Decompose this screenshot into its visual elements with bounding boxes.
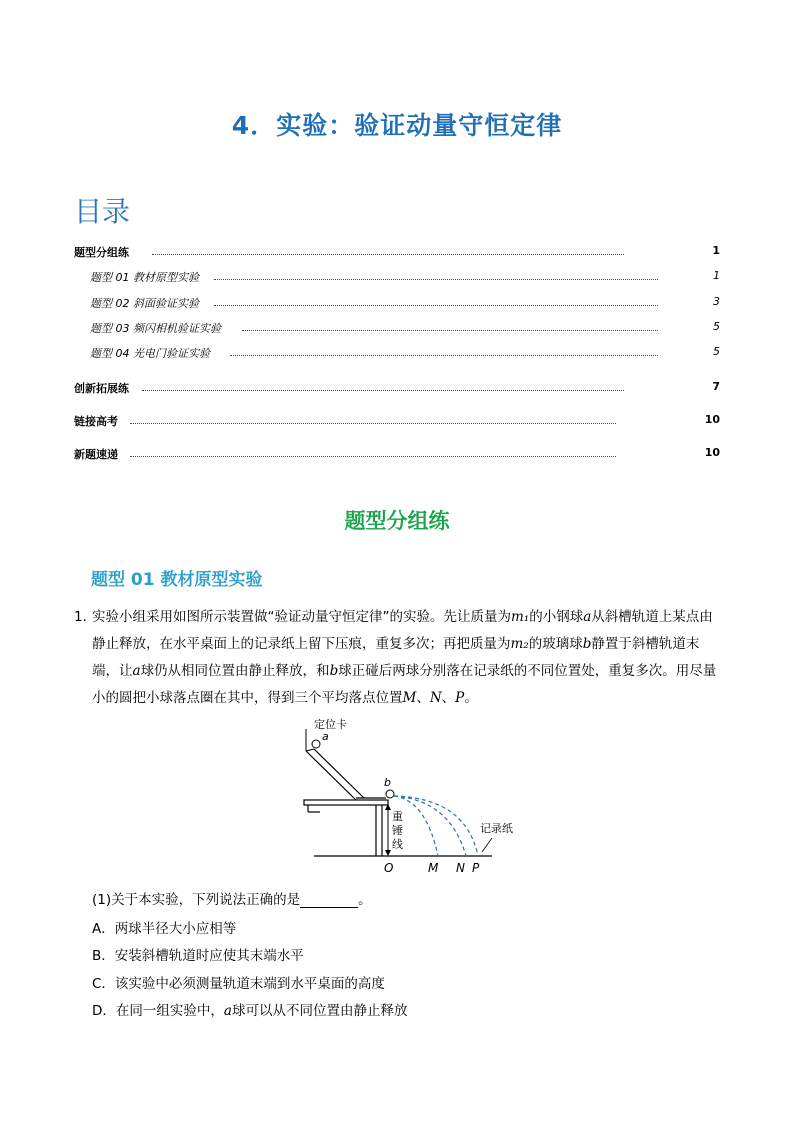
chute-top bbox=[306, 749, 314, 751]
toc-entry-page: 5 bbox=[713, 345, 720, 358]
question-stem bbox=[92, 604, 724, 712]
stem-text: 球正碰后两球分别落在记录纸的不同位置处，重复多次。用尽量小的圆把小球落点圈在其中，得到三个平均落点位置 bbox=[92, 663, 717, 706]
option-d-pre: D．在同一组实验中， bbox=[92, 1003, 224, 1019]
ball-a bbox=[312, 740, 320, 748]
var-b: b bbox=[582, 636, 592, 652]
toc-entry-page: 10 bbox=[704, 446, 720, 459]
option-b: B．安装斜槽轨道时应使其末端水平 bbox=[92, 948, 304, 964]
toc-entry-page: 5 bbox=[713, 320, 720, 333]
var-N: N bbox=[429, 690, 442, 706]
stem-text: 的玻璃球 bbox=[528, 636, 583, 652]
chute-line bbox=[314, 749, 364, 798]
toc-entry-label: 新题速递 bbox=[74, 448, 118, 461]
var-a: a bbox=[132, 663, 141, 679]
stem-text: 球仍从相同位置由静止释放，和 bbox=[140, 663, 330, 679]
label-plumb-2: 锤 bbox=[392, 824, 403, 837]
question-1 bbox=[74, 604, 724, 712]
var-m2: m₂ bbox=[510, 636, 529, 652]
option-d bbox=[92, 999, 407, 1019]
toc-entry-label: 题型 04 光电门验证实验 bbox=[90, 347, 210, 360]
label-N: N bbox=[456, 861, 465, 875]
toc-heading: 目录 bbox=[74, 195, 131, 228]
var-P: P bbox=[455, 690, 465, 706]
sub-question-end: 。 bbox=[358, 892, 372, 908]
stem-text: 的小钢球 bbox=[529, 609, 584, 625]
toc-entry-page: 1 bbox=[713, 269, 720, 282]
table-top bbox=[304, 800, 388, 805]
toc-entry[interactable] bbox=[74, 380, 724, 400]
label-positioning-card: 定位卡 bbox=[314, 718, 347, 731]
label-a: a bbox=[322, 730, 329, 743]
toc-entry-page: 3 bbox=[713, 295, 720, 308]
toc-entry-page: 10 bbox=[704, 413, 720, 426]
var-a: a bbox=[223, 1003, 232, 1019]
toc-entry[interactable] bbox=[74, 345, 724, 365]
sub-question-stem: (1)关于本实验，下列说法正确的是 bbox=[92, 892, 301, 908]
separator: 、 bbox=[416, 690, 430, 706]
toc-entry-label: 创新拓展练 bbox=[74, 382, 129, 395]
toc-entry[interactable] bbox=[74, 446, 724, 466]
toc-entry-page: 7 bbox=[712, 380, 720, 393]
section-heading: 题型分组练 bbox=[344, 509, 450, 533]
option-a: A．两球半径大小应相等 bbox=[92, 921, 237, 937]
paper-leader bbox=[482, 838, 492, 852]
label-M: M bbox=[428, 861, 439, 875]
toc-entry-label: 题型 03 频闪相机验证实验 bbox=[90, 322, 221, 335]
sub-question-1 bbox=[92, 888, 372, 908]
toc-entry[interactable] bbox=[74, 320, 724, 340]
stem-text: 实验小组采用如图所示装置做“验证动量守恒定律”的实验。先让质量为 bbox=[92, 609, 511, 625]
question-type-heading: 题型 01 教材原型实验 bbox=[91, 570, 263, 590]
answer-blank[interactable] bbox=[300, 893, 358, 908]
var-a: a bbox=[583, 609, 592, 625]
toc-entry-label: 链接高考 bbox=[74, 415, 118, 428]
chute-line bbox=[306, 751, 356, 800]
toc-entry-label: 题型分组练 bbox=[74, 246, 129, 259]
toc-entry-label: 题型 02 斜面验证实验 bbox=[90, 297, 199, 310]
var-M: M bbox=[402, 690, 417, 706]
experiment-apparatus-diagram bbox=[300, 716, 540, 878]
stem-text: 静置于斜槽轨道末端，让 bbox=[92, 636, 700, 679]
toc-entry[interactable] bbox=[74, 295, 724, 315]
toc-entry-label: 题型 01 教材原型实验 bbox=[90, 271, 199, 284]
stem-text: 从斜槽轨道上某点由静止释放，在水平桌面上的记录纸上留下压痕，重复多次；再把质量为 bbox=[92, 609, 713, 652]
label-plumb-3: 线 bbox=[392, 838, 403, 851]
label-recording-paper: 记录纸 bbox=[480, 822, 513, 835]
label-plumb-1: 重 bbox=[392, 810, 403, 823]
question-number: 1． bbox=[74, 609, 97, 625]
separator: 、 bbox=[441, 690, 456, 706]
document-title: 4．实验：验证动量守恒定律 bbox=[231, 111, 563, 140]
var-m1: m₁ bbox=[511, 609, 530, 625]
label-b: b bbox=[384, 776, 391, 789]
ball-b bbox=[386, 790, 394, 798]
option-d-post: 球可以从不同位置由静止释放 bbox=[231, 1003, 408, 1019]
var-b: b bbox=[329, 663, 339, 679]
trajectory-N bbox=[394, 796, 466, 856]
toc-entry[interactable] bbox=[74, 413, 724, 433]
toc-entry[interactable] bbox=[74, 244, 724, 264]
arrow-down-icon bbox=[385, 850, 391, 856]
option-c: C．该实验中必须测量轨道末端到水平桌面的高度 bbox=[92, 976, 385, 992]
label-P: P bbox=[472, 861, 480, 875]
toc-entry[interactable] bbox=[74, 269, 724, 289]
label-O: O bbox=[384, 861, 394, 875]
stem-text: 。 bbox=[464, 690, 478, 706]
toc-entry-page: 1 bbox=[712, 244, 720, 257]
